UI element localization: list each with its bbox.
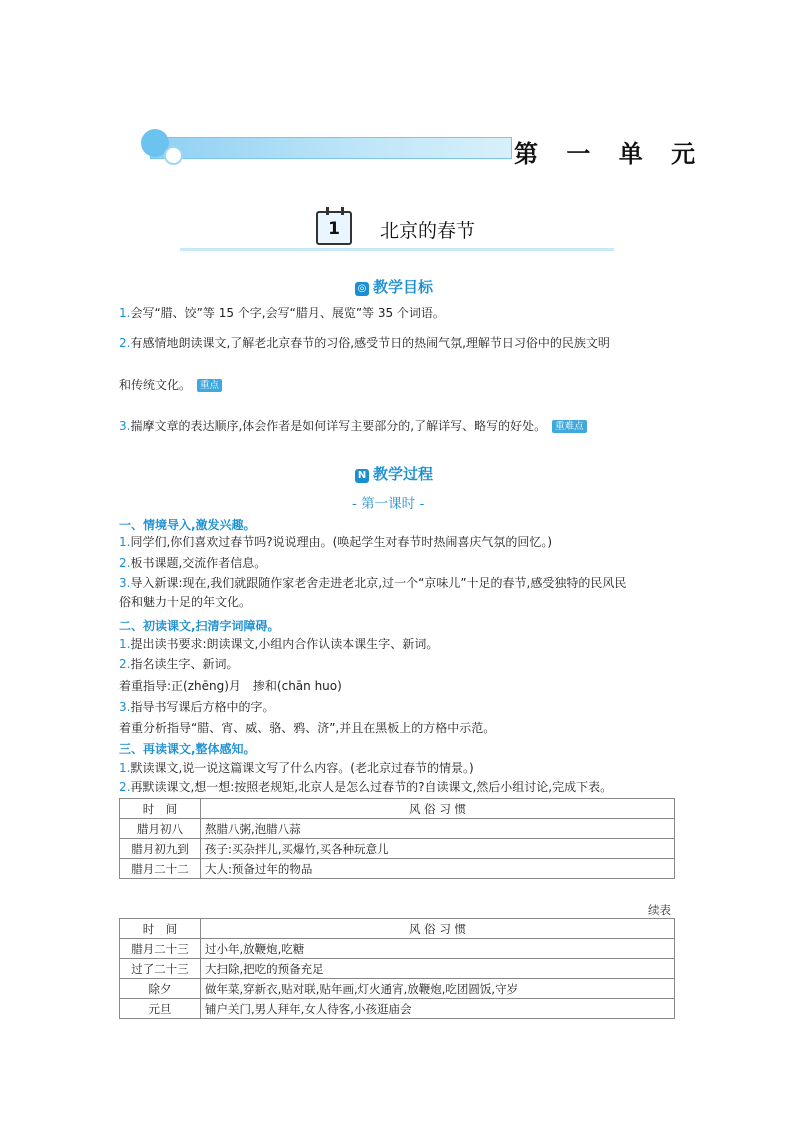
table-cell: 过了二十三 [120,959,201,979]
table-row [120,839,675,859]
table-header-cell: 风 俗 习 惯 [201,919,675,939]
table-cell: 做年菜,穿新衣,贴对联,贴年画,灯火通宵,放鞭炮,吃团圆饭,守岁 [201,979,675,999]
s1-item-1: 1.同学们,你们喜欢过春节吗?说说理由。(唤起学生对春节时热闹喜庆气氛的回忆。) [119,535,553,549]
table-cell: 腊月初九到 [120,839,201,859]
s1-item-2: 2.板书课题,交流作者信息。 [119,556,267,570]
section-2-title: 二、初读课文,扫清字词障碍。 [119,619,280,633]
table-cell: 铺户关门,男人拜年,女人待客,小孩逛庙会 [201,999,675,1019]
unit-title: 第 一 单 元 [514,139,706,168]
s1-item-3: 3.导入新课:现在,我们就跟随作家老舍走进老北京,过一个“京味儿”十足的春节,感受独特的民风民 [119,576,627,590]
key-point-tag: 重点 [197,379,222,392]
goal-item-1: 1.会写“腊、饺”等 15 个字,会写“腊月、展览”等 35 个词语。 [119,306,445,320]
customs-table-continued [119,918,675,1019]
s2-item-1: 1.提出读书要求:朗读课文,小组内合作认读本课生字、新词。 [119,637,439,651]
table-row [120,999,675,1019]
title-underline [180,248,614,251]
table-row [120,819,675,839]
goal-item-3: 3.揣摩文章的表达顺序,体会作者是如何详写主要部分的,了解详写、略写的好处。 重难点 [119,417,689,435]
table-cell: 腊月二十二 [120,859,201,879]
table-cell: 腊月初八 [120,819,201,839]
table-header-cell: 时 间 [120,919,201,939]
table-row [120,979,675,999]
table-row [120,959,675,979]
section-3-title: 三、再读课文,整体感知。 [119,742,256,756]
table-cell: 熬腊八粥,泡腊八蒜 [201,819,675,839]
table-cell: 大人:预备过年的物品 [201,859,675,879]
s2-item-2: 2.指名读生字、新词。 [119,657,239,671]
table-cell: 元旦 [120,999,201,1019]
table-row [120,859,675,879]
lesson-title: 北京的春节 [380,220,476,242]
table-header-row [120,919,675,939]
process-icon: N [355,469,369,483]
table-header-cell: 风 俗 习 惯 [201,799,675,819]
calendar-icon [316,211,352,245]
table-row [120,939,675,959]
table-cell: 腊月二十三 [120,939,201,959]
table-header-cell: 时 间 [120,799,201,819]
lesson-number: 1 [328,219,340,239]
s1-item-3-cont: 俗和魅力十足的年文化。 [119,595,252,609]
table-cell: 除夕 [120,979,201,999]
unit-banner-bar [150,137,512,159]
target-icon: ◎ [355,282,369,296]
customs-table [119,798,675,879]
section-1-title: 一、情境导入,激发兴趣。 [119,518,256,532]
goals-heading: ◎ 教学目标 [355,276,433,297]
difficulty-tag: 重难点 [552,420,587,433]
s3-item-1: 1.默读课文,说一说这篇课文写了什么内容。(老北京过春节的情景。) [119,761,474,775]
goal-item-2-cont: 和传统文化。 重点 [119,376,679,394]
decor-circle-small [164,146,183,165]
table-continued-caption: 续表 [648,903,671,917]
table-header-row [120,799,675,819]
table-cell: 过小年,放鞭炮,吃糖 [201,939,675,959]
lesson-period-label: - 第一课时 - [352,496,425,512]
table-cell: 孩子:买杂拌儿,买爆竹,买各种玩意儿 [201,839,675,859]
table-cell: 大扫除,把吃的预备充足 [201,959,675,979]
s2-item-3: 3.指导书写课后方格中的字。 [119,700,275,714]
s2-note-2: 着重分析指导“腊、宵、威、骆、鸦、济”,并且在黑板上的方格中示范。 [119,721,496,735]
s3-item-2: 2.再默读课文,想一想:按照老规矩,北京人是怎么过春节的?自读课文,然后小组讨论,完成下表。 [119,780,613,794]
s2-note-1: 着重指导:正(zhēng)月 掺和(chān huo) [119,679,342,693]
goal-item-2: 2.有感情地朗读课文,了解老北京春节的习俗,感受节日的热闹气氛,理解节日习俗中的民族文明 [119,336,610,350]
process-heading: N 教学过程 [355,463,433,484]
